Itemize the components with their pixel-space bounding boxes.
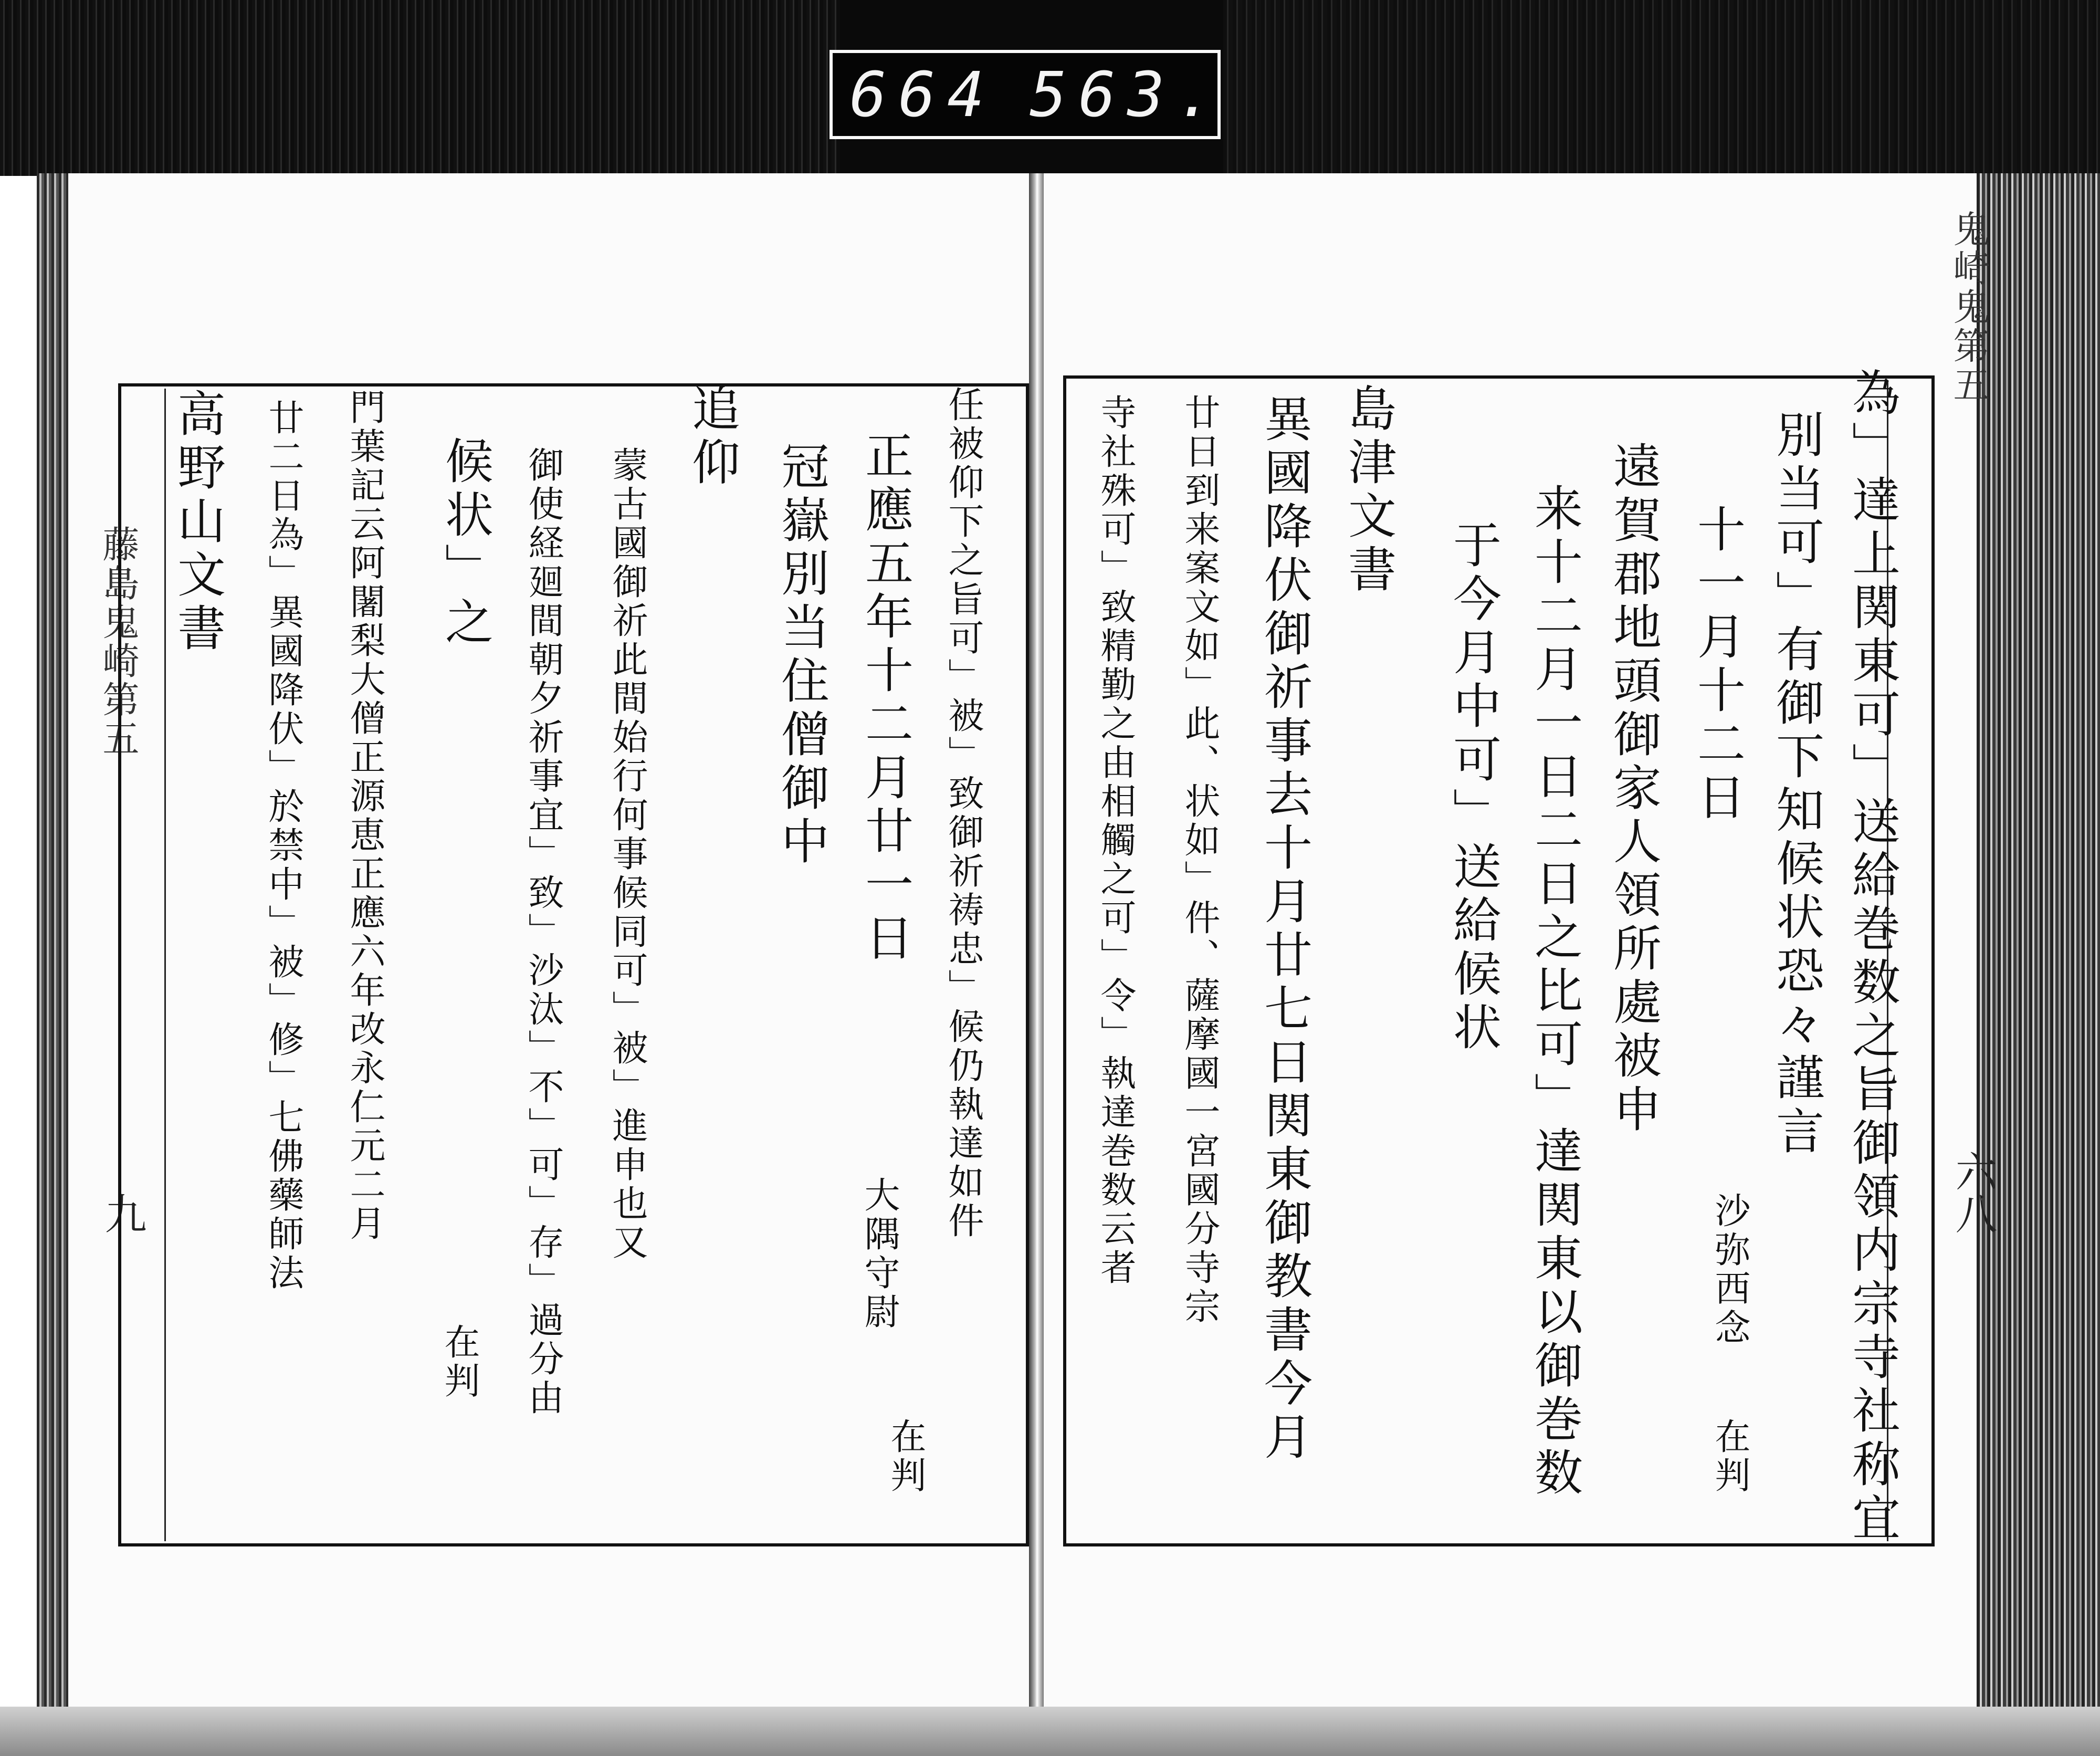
photo-background-right (1223, 0, 2100, 176)
book-edge-left (37, 173, 68, 1749)
left-col-1: 任被仰下之旨可」被」致御祈祷忠」候仍執達如件 (942, 386, 984, 1241)
left-col-2: 正應五年十二月廿一日 (857, 431, 914, 966)
book-edge-right (1977, 173, 2100, 1756)
left-col-5: 蒙古國御祈此間始行何事候同可」被」進申也又 (606, 446, 648, 1262)
left-note-mark: 在判 (438, 1323, 480, 1401)
book-spine (1029, 173, 1044, 1707)
photo-background-left (0, 0, 840, 176)
right-col-6: 于今月中可」送給候状 (1445, 520, 1502, 1055)
right-signature-name: 沙弥西念 (1709, 1192, 1750, 1347)
left-col-8: 門葉記云阿闍梨大僧正源恵正應六年改永仁元二月 (344, 389, 385, 1243)
right-col-7: 島津文書 (1340, 383, 1396, 598)
left-col-9: 廿二日為」異國降伏」於禁中」被」修」七佛藥師法 (262, 399, 304, 1293)
right-col-8: 異國降伏御祈事去十月廿七日関東御教書今月 (1256, 394, 1312, 1465)
counter-left: 664 (849, 58, 996, 131)
left-col-10: 高野山文書 (170, 389, 226, 656)
left-col-6: 御使経廻間朝夕祈事宜」致」沙汰」不」可」存」過分由 (522, 446, 564, 1418)
right-col-4: 遠賀郡地頭御家人領所處被申 (1605, 441, 1662, 1137)
right-col-3: 十一月十二日 (1689, 504, 1746, 825)
left-margin-title: 藤島鬼崎第五 (97, 525, 140, 758)
right-col-10: 寺社殊可」致精勤之由相觸之可」令」執達巻数云者 (1095, 394, 1136, 1288)
left-signature-mark: 在判 (885, 1418, 926, 1496)
right-margin-title: 鬼崎鬼第五 (1947, 210, 1990, 404)
photo-background-bottom (0, 1707, 2100, 1756)
left-signature-name: 大隅守尉 (858, 1176, 900, 1332)
left-col-3: 冠嶽別当住僧御中 (773, 441, 830, 870)
left-page-number: 九 (98, 1192, 146, 1234)
right-col-1: 為」達上関東可」送給巻数之旨御領内宗寺社称宜 (1844, 368, 1900, 1546)
frame-counter-label (830, 50, 1225, 139)
left-col-7: 候状」之 (437, 436, 494, 650)
right-col-5: 来十二月一日二日之比可」達関東以御巻数 (1527, 483, 1583, 1501)
counter-right: 563. (1030, 58, 1225, 131)
left-col-4: 追仰 (684, 383, 740, 490)
right-signature-mark: 在判 (1709, 1418, 1750, 1496)
right-col-9: 廿日到来案文如」此、状如」件、薩摩國一宮國分寺宗 (1179, 394, 1220, 1326)
right-col-2: 別当可」有御下知候状恐々謹言 (1768, 410, 1824, 1159)
right-page-number: 六八 (1948, 1150, 1997, 1234)
